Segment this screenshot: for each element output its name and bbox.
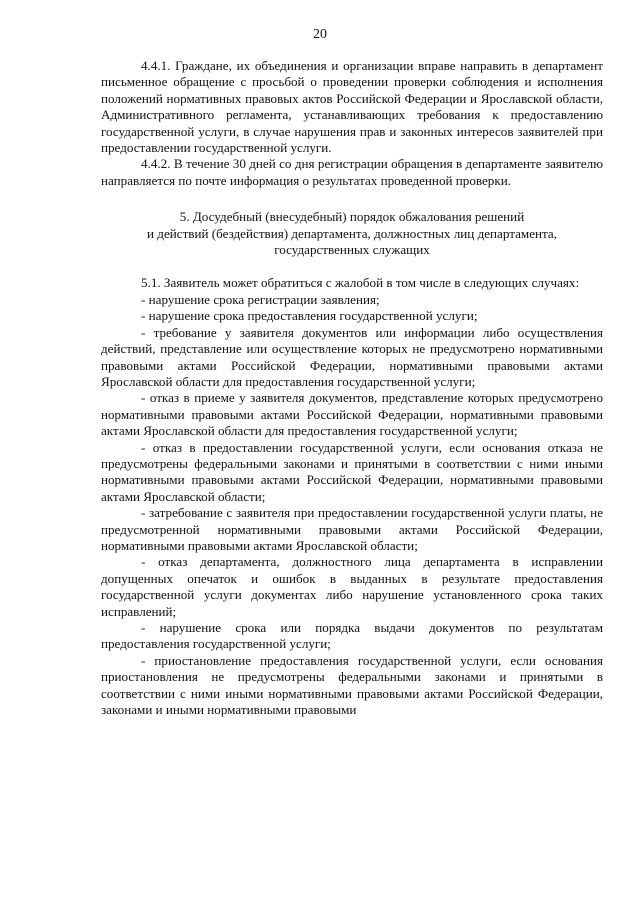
section-heading-line-2: и действий (бездействия) департамента, должностных лиц департамента, <box>147 225 557 241</box>
section-heading-line-1: 5. Досудебный (внесудебный) порядок обжалования решений <box>179 209 525 225</box>
list-item: - нарушение срока предоставления государственной услуги; <box>141 308 478 324</box>
page-number: 20 <box>313 27 327 42</box>
spacer <box>101 258 603 275</box>
list-item: - затребование с заявителя при предоставлении государственной услуги платы, не предусмотренной нормативными правовыми актами Российской Федерации, нормативными правовыми актами Ярославской области; <box>101 505 603 553</box>
list-item: - отказ в приеме у заявителя документов, представление которых предусмотрено нормативными правовыми актами Российской Федерации, нормативными правовыми актами Ярославской области для предоставления государственной услуги; <box>101 390 603 439</box>
list-item: - отказ в предоставлении государственной услуги, если основания отказа не предусмотрены федеральными законами и принятыми в соответствии с ними иными нормативными правовыми актами Российской Федерации, нормативными правовыми актами Ярославской области; <box>101 439 603 504</box>
section-heading-line-3: государственных служащих <box>274 242 430 258</box>
page-content <box>101 58 603 718</box>
list-item: - требование у заявителя документов или информации либо осуществления действий, представление или осуществление которых не предусмотрено нормативными правовыми актами Российской Федерации, нормативными правовыми актами Ярославской области для предоставления государственной услуги; <box>101 324 603 389</box>
list-item: - нарушение срока регистрации заявления; <box>141 291 380 307</box>
section-5-heading <box>101 209 603 258</box>
paragraph-4-4-2: 4.4.2. В течение 30 дней со дня регистрации обращения в департаменте заявителю направляется по почте информация о результатах проведенной проверки. <box>101 156 603 188</box>
paragraph-5-1: 5.1. Заявитель может обратиться с жалобой в том числе в следующих случаях: <box>141 275 580 291</box>
list-item: - нарушение срока или порядка выдачи документов по результатам предоставления государственной услуги; <box>101 620 603 652</box>
spacer <box>101 189 603 209</box>
list-item: - отказ департамента, должностного лица департамента в исправлении допущенных опечаток и ошибок в выданных в результате предоставления государственной услуги документах либо нарушение установленного срока таких исправлений; <box>101 554 603 619</box>
list-item: - приостановление предоставления государственной услуги, если основания приостановления не предусмотрены федеральными законами и принятыми в соответствии с ними иными нормативными правовыми актами Российской Федерации, законами и иными нормативными правовыми <box>101 652 603 718</box>
paragraph-4-4-1: 4.4.1. Граждане, их объединения и организации вправе направить в департамент письменное обращение с просьбой о проведении проверки соблюдения и исполнения положений нормативных правовых актов Российской Федерации и Ярославской области, Административного регламента, устанавливающих требования к предоставлению государственной услуги, в случае нарушения прав и законных интересов заявителей при предоставлении государственной услуги. <box>101 58 603 156</box>
